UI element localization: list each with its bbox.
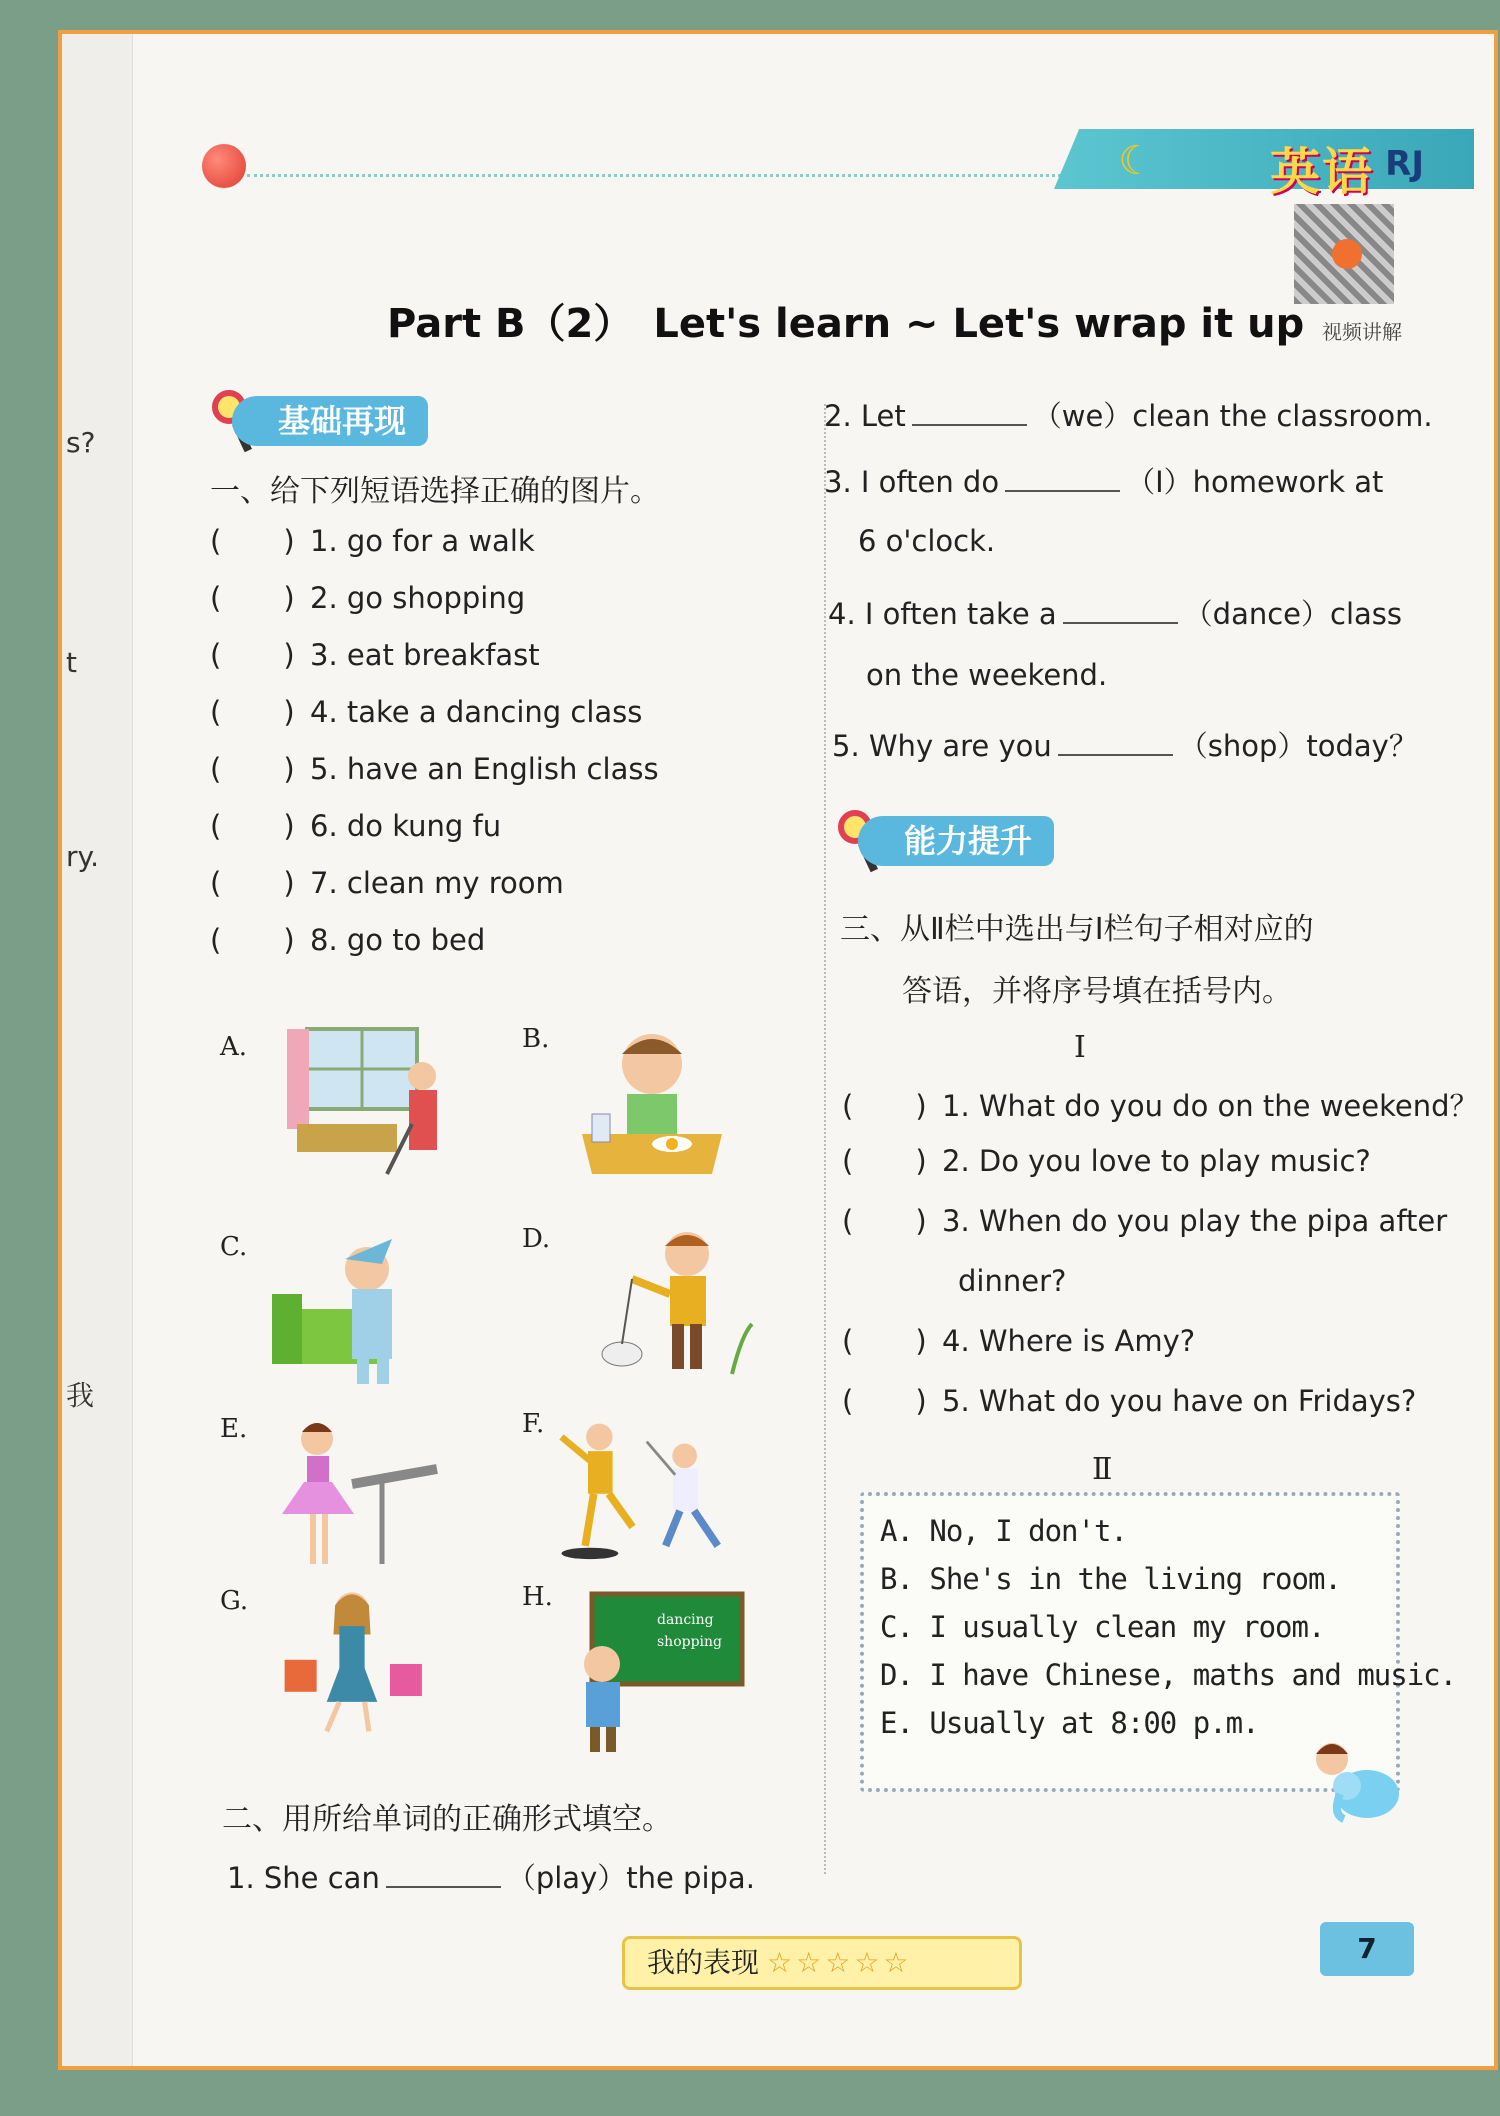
picture-dancing-class bbox=[262, 1414, 442, 1574]
answer-bracket[interactable]: ( ) bbox=[210, 581, 295, 615]
list-item: ( ) 6. do kung fu bbox=[210, 809, 502, 843]
fill-question-3-cont: 6 o'clock. bbox=[858, 524, 996, 558]
answer-bracket[interactable]: ( ) bbox=[842, 1144, 927, 1178]
left-fragment: ry. bbox=[66, 840, 99, 873]
list-item: ( ) 4. take a dancing class bbox=[210, 695, 643, 729]
answer-option: B. She's in the living room. bbox=[880, 1562, 1341, 1596]
section-label-basic: 基础再现 bbox=[232, 396, 428, 446]
answer-blank[interactable] bbox=[386, 1876, 501, 1888]
page-title: Part B（2） Let's learn ~ Let's wrap it up bbox=[387, 301, 1305, 347]
list-item: ( ) 2. Do you love to play music? bbox=[842, 1144, 1371, 1178]
left-fragment: 我 bbox=[66, 1379, 95, 1412]
list-item: ( ) 2. go shopping bbox=[210, 581, 526, 615]
picture-shopping bbox=[262, 1584, 442, 1744]
answer-bracket[interactable]: ( ) bbox=[210, 752, 295, 786]
moon-icon: ☾ bbox=[1118, 138, 1154, 184]
elephant-mascot-icon bbox=[1302, 1734, 1412, 1824]
list-item: ( ) 8. go to bed bbox=[210, 923, 486, 957]
section3-heading-line1: 三、从Ⅱ栏中选出与Ⅰ栏句子相对应的 bbox=[840, 912, 1314, 947]
picture-letter: A. bbox=[220, 1032, 248, 1062]
left-page-edge bbox=[62, 34, 133, 2066]
picture-letter: H. bbox=[522, 1582, 553, 1612]
section-label-advanced: 能力提升 bbox=[858, 816, 1054, 866]
fill-question-4: 4. I often take a （dance）class bbox=[828, 597, 1402, 631]
match-question-list bbox=[842, 1084, 1479, 1444]
book-page bbox=[58, 30, 1498, 2070]
answer-bracket[interactable]: ( ) bbox=[842, 1089, 927, 1123]
answer-bracket[interactable]: ( ) bbox=[210, 524, 295, 558]
answer-bracket[interactable]: ( ) bbox=[842, 1384, 927, 1418]
subject-code: RJ bbox=[1385, 144, 1424, 184]
performance-rating bbox=[622, 1936, 1022, 1990]
left-fragment: t bbox=[66, 646, 77, 679]
picture-letter: C. bbox=[220, 1232, 248, 1262]
column-one-label: Ⅰ bbox=[1074, 1030, 1086, 1065]
section3-heading-line2: 答语，并将序号填在括号内。 bbox=[902, 974, 1292, 1009]
picture-going-to-bed bbox=[267, 1229, 447, 1389]
picture-letter: F. bbox=[522, 1409, 545, 1439]
list-item: ( ) 7. clean my room bbox=[210, 866, 564, 900]
fill-question-1: 1. She can （play）the pipa. bbox=[227, 1861, 755, 1895]
fill-question-3: 3. I often do （I）homework at bbox=[824, 465, 1384, 499]
phrase-list bbox=[210, 524, 659, 980]
answer-option: A. No, I don't. bbox=[880, 1514, 1127, 1548]
list-item: ( ) 3. When do you play the pipa after bbox=[842, 1204, 1448, 1238]
list-item: ( ) 4. Where is Amy? bbox=[842, 1324, 1196, 1358]
picture-kung-fu bbox=[552, 1409, 732, 1569]
page-number: 7 bbox=[1320, 1922, 1414, 1976]
subject-label: 英语 bbox=[1270, 143, 1374, 201]
board-word: shopping bbox=[657, 1634, 723, 1650]
picture-eating-breakfast bbox=[562, 1024, 742, 1184]
answer-blank[interactable] bbox=[1058, 744, 1173, 756]
answer-bracket[interactable]: ( ) bbox=[842, 1324, 927, 1358]
answer-bracket[interactable]: ( ) bbox=[210, 809, 295, 843]
list-item: ( ) 1. go for a walk bbox=[210, 524, 535, 558]
section1-heading: 一、给下列短语选择正确的图片。 bbox=[210, 474, 660, 509]
picture-english-class bbox=[562, 1584, 752, 1754]
answer-option: D. I have Chinese, maths and music. bbox=[880, 1658, 1457, 1692]
qr-logo-icon bbox=[1332, 239, 1362, 269]
header-dotted-line bbox=[247, 174, 1097, 177]
answer-option: E. Usually at 8:00 p.m. bbox=[880, 1706, 1259, 1740]
answer-option: C. I usually clean my room. bbox=[880, 1610, 1325, 1644]
picture-letter: D. bbox=[522, 1224, 551, 1254]
picture-walking-dog bbox=[592, 1224, 772, 1384]
answer-bracket[interactable]: ( ) bbox=[210, 866, 295, 900]
answer-bracket[interactable]: ( ) bbox=[210, 695, 295, 729]
picture-cleaning-room bbox=[287, 1024, 467, 1184]
qr-caption: 视频讲解 bbox=[1322, 320, 1402, 344]
column-divider bbox=[824, 404, 826, 1874]
list-item: ( ) 5. have an English class bbox=[210, 752, 659, 786]
list-item: ( ) 5. What do you have on Fridays? bbox=[842, 1384, 1417, 1418]
column-two-label: Ⅱ bbox=[1092, 1452, 1113, 1487]
rating-stars-icon[interactable]: ☆☆☆☆☆ bbox=[767, 1946, 913, 1979]
picture-letter: E. bbox=[220, 1414, 248, 1444]
list-item: ( ) 3. eat breakfast bbox=[210, 638, 540, 672]
list-item-cont: dinner? bbox=[958, 1264, 1067, 1298]
board-word: dancing bbox=[657, 1612, 714, 1628]
answer-bracket[interactable]: ( ) bbox=[210, 638, 295, 672]
answer-bracket[interactable]: ( ) bbox=[842, 1204, 927, 1238]
answer-blank[interactable] bbox=[1063, 612, 1178, 624]
answer-blank[interactable] bbox=[1005, 480, 1120, 492]
fill-question-5: 5. Why are you （shop）today？ bbox=[832, 729, 1418, 763]
fill-question-2: 2. Let （we）clean the classroom. bbox=[824, 399, 1433, 433]
left-fragment: s? bbox=[66, 426, 96, 459]
picture-letter: G. bbox=[220, 1586, 249, 1616]
picture-letter: B. bbox=[522, 1024, 550, 1054]
fill-question-4-cont: on the weekend. bbox=[866, 658, 1108, 692]
performance-label: 我的表现 bbox=[647, 1946, 760, 1979]
sun-decoration-icon bbox=[202, 144, 246, 188]
list-item: ( ) 1. What do you do on the weekend？ bbox=[842, 1089, 1479, 1123]
answer-bracket[interactable]: ( ) bbox=[210, 923, 295, 957]
answer-blank[interactable] bbox=[912, 414, 1027, 426]
section2-heading: 二、用所给单词的正确形式填空。 bbox=[222, 1802, 672, 1837]
